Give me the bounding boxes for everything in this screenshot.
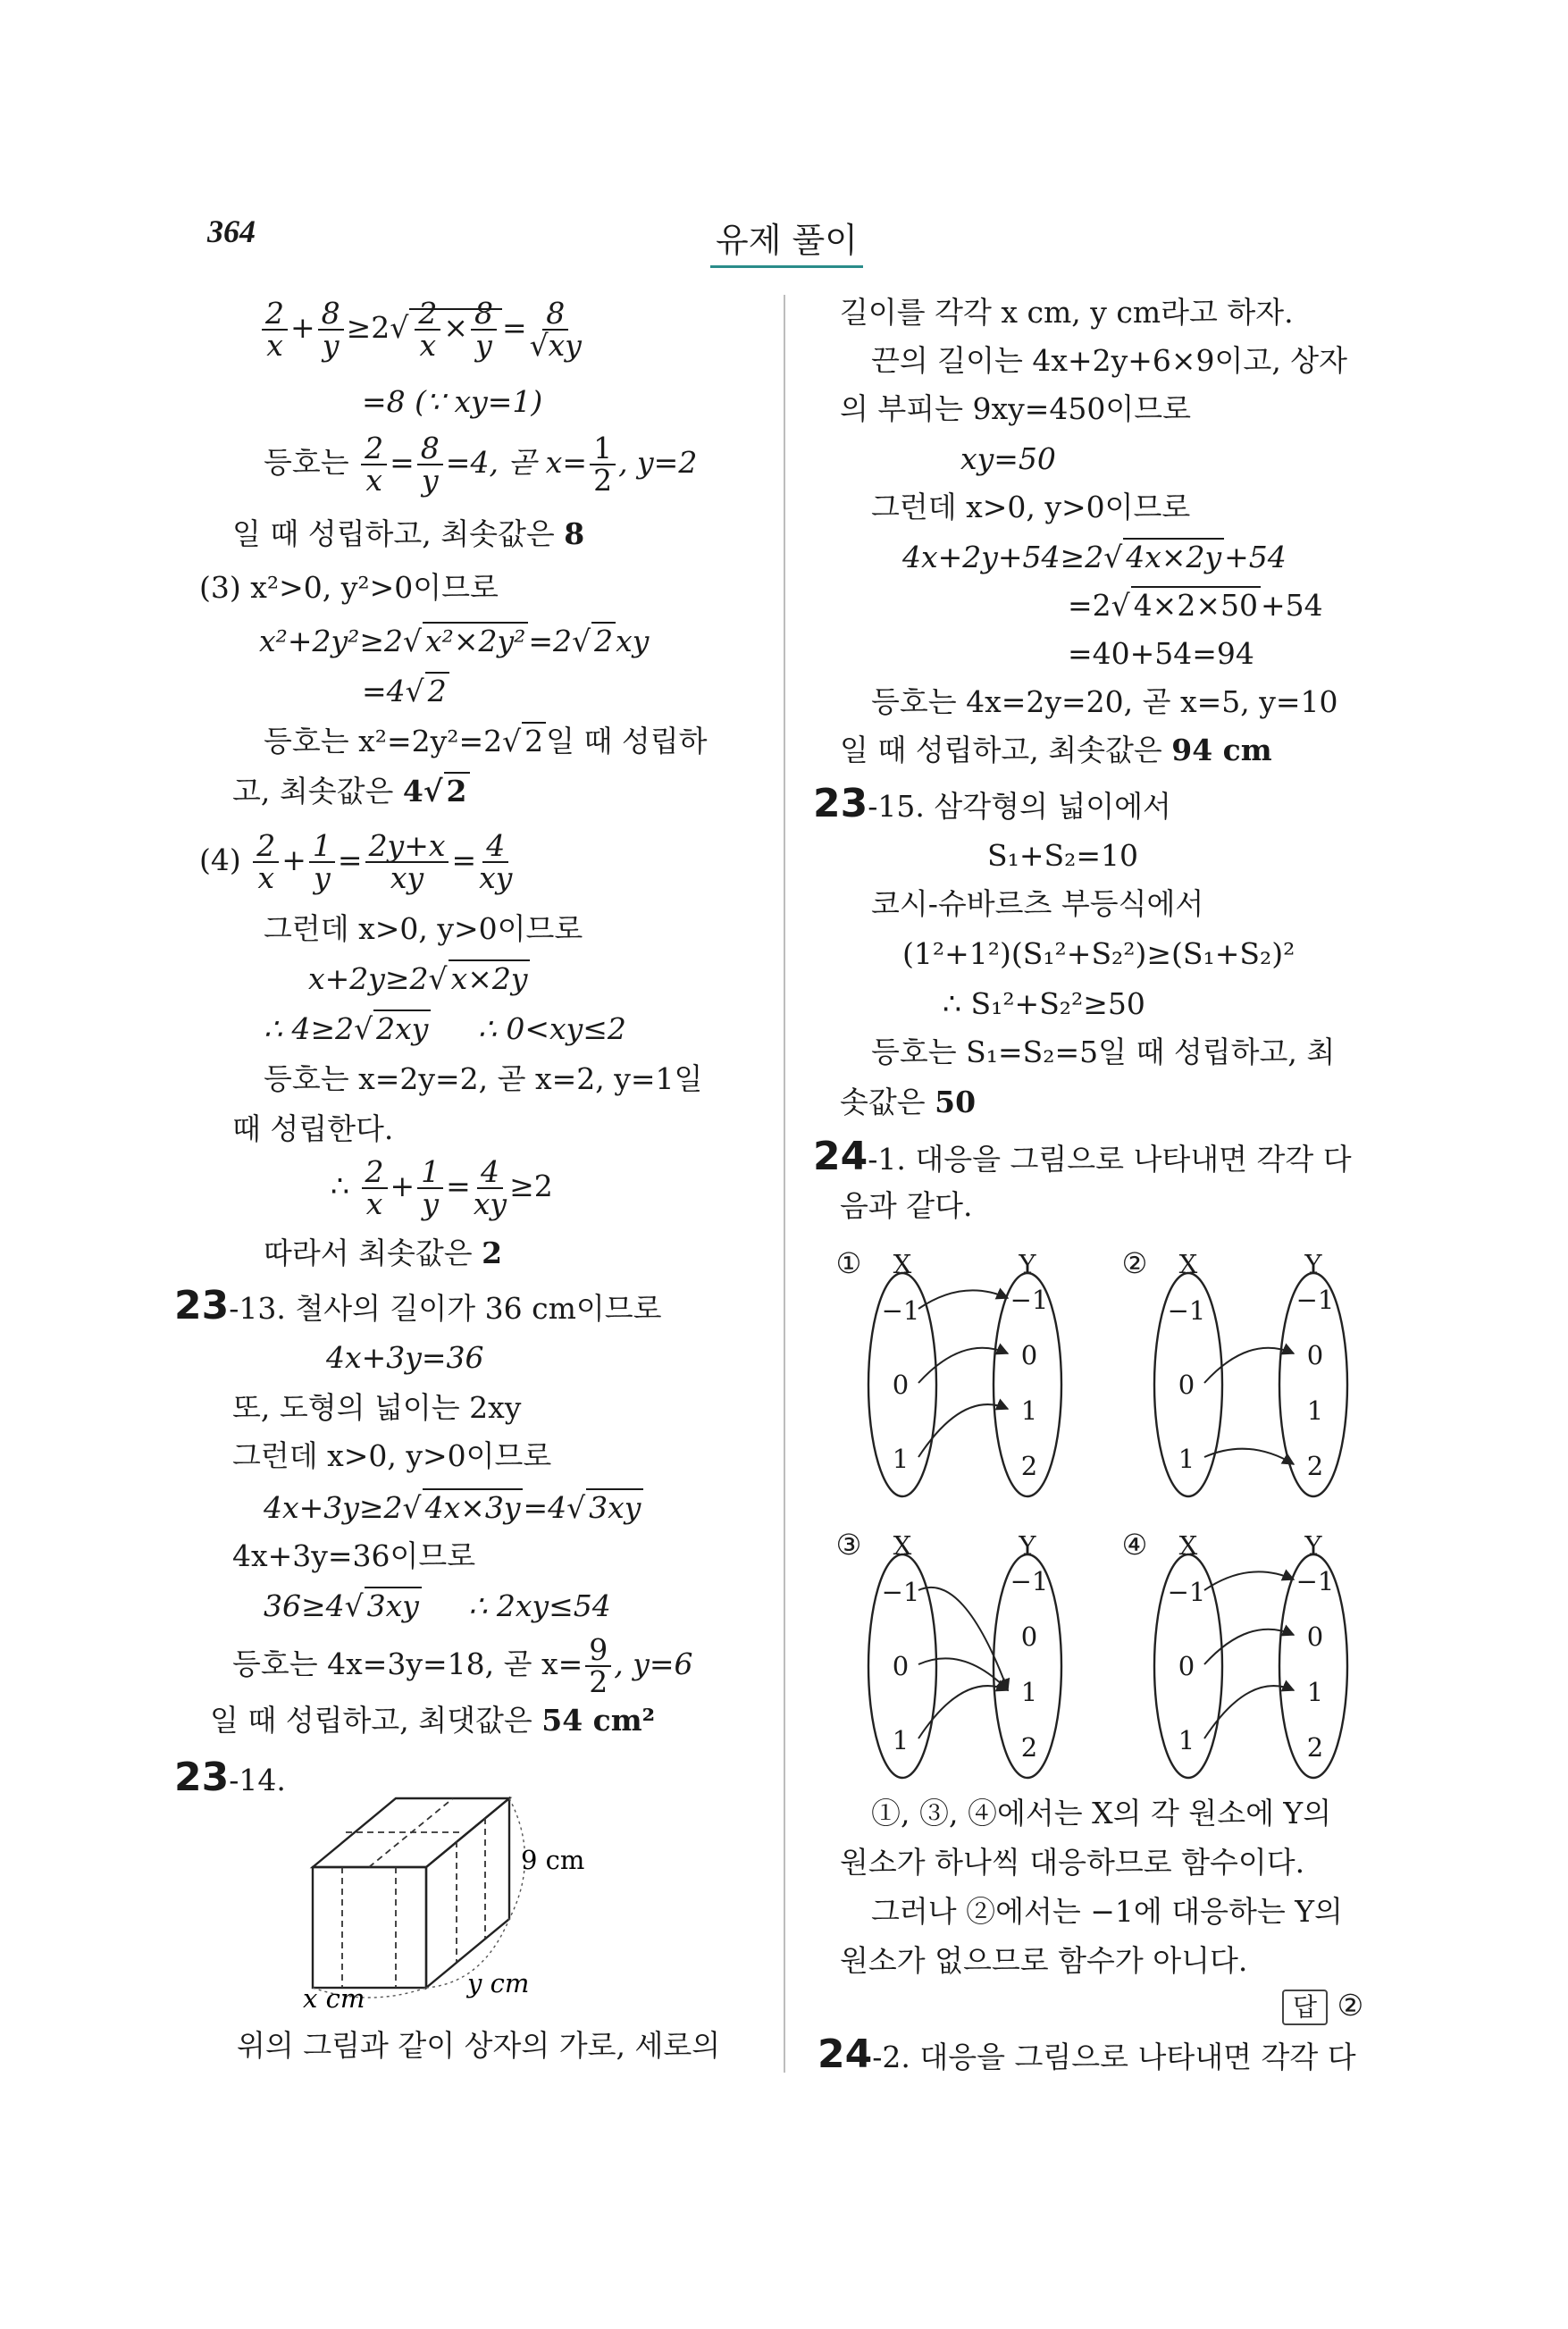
diagram-number: ③ — [835, 1528, 862, 1562]
fraction: $\frac{9}{2}$ — [585, 1635, 611, 1697]
eq-line-21: 4x+3y≥2√ 4x×3y=4√ 3xy — [264, 1490, 643, 1526]
set-y-label: Y — [1019, 1249, 1036, 1279]
eq-line-16: ∴ $\frac{2}{x}$ + $\frac{1}{y}$ = $\frac{4}{xy}$ ≥2 — [331, 1154, 553, 1221]
eq-r4: xy=50 — [960, 441, 1056, 476]
text-line-20: 그런데 x>0, y>0이므로 — [232, 1438, 552, 1473]
text-r21: 원소가 없으므로 함수가 아니다. — [840, 1943, 1248, 1978]
box-label-depth: y cm — [467, 1968, 530, 1998]
eq-line-13: ∴ 4≥2√ 2xy ∴ 0<xy≤2 — [264, 1011, 626, 1046]
set-x-element: 0 — [892, 1651, 910, 1681]
text-r20: 그러나 ②에서는 −1에 대응하는 Y의 — [871, 1894, 1343, 1929]
text-r3: 의 부피는 9xy=450이므로 — [840, 391, 1192, 426]
set-x-label: X — [893, 1249, 912, 1279]
text-line-9: 고, 최솟값은 4√ 2 — [232, 774, 470, 809]
set-y-element: 0 — [1306, 1621, 1324, 1652]
fraction: $\frac{2}{x}$ — [361, 433, 387, 496]
fraction: $\frac{8}{y}$ — [318, 298, 344, 361]
section-23-15: 23-15. 삼각형의 넓이에서 — [813, 781, 1171, 826]
text-r16: 솟값은 50 — [840, 1085, 977, 1119]
answer-label: 답 — [1282, 1990, 1328, 2025]
mapping-diagram-4 — [1117, 1519, 1385, 1787]
eq-line-24: 등호는 4x=3y=18, 곧 x= $\frac{9}{2}$ , y=6 — [232, 1632, 693, 1699]
eq-line-12: x+2y≥2√ x×2y — [308, 961, 530, 997]
mapping-diagram-3 — [831, 1519, 1099, 1787]
set-x-element: −1 — [1167, 1577, 1206, 1607]
set-y-element: 0 — [1020, 1621, 1038, 1652]
fraction: $\frac{4}{xy}$ — [479, 828, 513, 895]
eq-line-7: =4√ 2 — [362, 674, 449, 709]
set-y-element: 2 — [1306, 1451, 1324, 1481]
set-y-element: 0 — [1306, 1340, 1324, 1370]
section-23-13: 23-13. 철사의 길이가 36 cm이므로 — [174, 1283, 662, 1328]
fraction: $\frac{8}{y}$ — [471, 298, 497, 361]
set-x-element: −1 — [881, 1577, 920, 1607]
fraction: $\frac{2}{x}$ — [262, 298, 288, 361]
diagram-number: ④ — [1121, 1528, 1148, 1562]
fraction: $\frac{8}{y}$ — [417, 433, 443, 496]
text-r19: 원소가 하나씩 대응하므로 함수이다. — [840, 1845, 1305, 1880]
fraction: $\frac{4}{xy}$ — [473, 1154, 507, 1221]
set-y-element: −1 — [1295, 1566, 1335, 1596]
eq-r11: S₁+S₂=10 — [987, 838, 1138, 873]
text-line-25: 일 때 성립하고, 최댓값은 54 cm² — [210, 1703, 656, 1738]
mapping-diagram-1 — [831, 1237, 1099, 1505]
fraction: $\frac{1}{y}$ — [417, 1157, 443, 1219]
set-x-element: −1 — [881, 1295, 920, 1326]
text-line-14: 등호는 x=2y=2, 곧 x=2, y=1일 — [264, 1061, 703, 1096]
fraction: $\frac{1}{y}$ — [309, 831, 335, 893]
set-y-element: 0 — [1020, 1340, 1038, 1370]
fraction: $\frac{8}{√xy}$ — [529, 296, 582, 363]
set-x-element: 0 — [892, 1370, 910, 1400]
text-r10: 일 때 성립하고, 최솟값은 94 cm — [840, 733, 1272, 767]
box-label-height: 9 cm — [521, 1845, 585, 1875]
mapping-diagram-2 — [1117, 1237, 1385, 1505]
text-line-5: (3) x²>0, y²>0이므로 — [199, 570, 499, 605]
set-x-element: 0 — [1178, 1370, 1195, 1400]
text-r17: 음과 같다. — [840, 1188, 973, 1223]
text-r18: ①, ③, ④에서는 X의 각 원소에 Y의 — [871, 1796, 1332, 1831]
text-r15: 등호는 S₁=S₂=5일 때 성립하고, 최 — [871, 1035, 1336, 1069]
set-x-element: 1 — [1178, 1725, 1195, 1755]
eq-line-23: 36≥4√ 3xy ∴ 2xy≤54 — [264, 1588, 611, 1623]
text-line-22: 4x+3y=36이므로 — [232, 1538, 476, 1573]
text-line-26: 위의 그림과 같이 상자의 가로, 세로의 — [237, 2028, 721, 2063]
eq-line-10: (4) $\frac{2}{x}$ + $\frac{1}{y}$ = $\frac{2y+x}{xy}$ = $\frac{4}{xy}$ — [199, 828, 513, 895]
text-r9: 등호는 4x=2y=20, 곧 x=5, y=10 — [871, 684, 1338, 719]
eq-line-2: =8 (∵ xy=1) — [362, 384, 543, 419]
text-r2: 끈의 길이는 4x+2y+6×9이고, 상자 — [871, 343, 1348, 378]
set-x-element: 0 — [1178, 1651, 1195, 1681]
text-line-17: 따라서 최솟값은 2 — [264, 1236, 503, 1270]
text-r1: 길이를 각각 x cm, y cm라고 하자. — [840, 295, 1294, 330]
set-x-label: X — [893, 1530, 912, 1561]
eq-r14: ∴ S₁²+S₂²≥50 — [943, 986, 1145, 1021]
fraction: $\frac{2}{x}$ — [362, 1157, 388, 1219]
page-number: 364 — [207, 214, 256, 249]
set-y-element: −1 — [1010, 1566, 1049, 1596]
eq-r8: =40+54=94 — [1068, 636, 1254, 671]
eq-r6: 4x+2y+54≥2√ 4x×2y+54 — [902, 540, 1287, 574]
page-header-title: 유제 풀이 — [710, 213, 863, 268]
mapping-arrow — [918, 1290, 1008, 1309]
set-y-element: 1 — [1020, 1395, 1038, 1426]
text-r12: 코시-슈바르츠 부등식에서 — [871, 886, 1204, 921]
set-y-element: 1 — [1306, 1395, 1324, 1426]
set-x-element: 1 — [892, 1725, 910, 1755]
fraction: $\frac{2y+x}{xy}$ — [365, 831, 449, 893]
mapping-arrow — [1204, 1449, 1294, 1464]
fraction: $\frac{2}{x}$ — [415, 298, 440, 361]
eq-r13: (1²+1²)(S₁²+S₂²)≥(S₁+S₂)² — [902, 936, 1295, 971]
set-x-element: 1 — [1178, 1444, 1195, 1474]
text-line-8: 등호는 x²=2y²=2√ 2일 때 성립하 — [264, 724, 708, 758]
eq-line-6: x²+2y²≥2√ x²×2y²=2√ 2xy — [259, 624, 650, 658]
text-line-15: 때 성립한다. — [232, 1111, 394, 1146]
set-x-label: X — [1178, 1249, 1198, 1279]
set-y-label: Y — [1019, 1530, 1036, 1561]
eq-r7: =2√ 4×2×50+54 — [1068, 588, 1323, 623]
eq-line-18: 4x+3y=36 — [326, 1340, 484, 1375]
eq-line-1: $\frac{2}{x}$ + $\frac{8}{y}$ ≥2√ $\frac{2}{x}$ × $\frac{8}{y}$ = $\frac{8}{√xy}$ — [259, 298, 584, 361]
fraction: $\frac{2}{x}$ — [253, 831, 279, 893]
set-y-label: Y — [1304, 1249, 1322, 1279]
set-x-element: −1 — [1167, 1295, 1206, 1326]
text-r5: 그런데 x>0, y>0이므로 — [871, 490, 1191, 524]
answer-value: ② — [1337, 1988, 1364, 2023]
mapping-arrow — [1204, 1571, 1294, 1590]
set-x-label: X — [1178, 1530, 1198, 1561]
set-y-element: −1 — [1010, 1285, 1049, 1315]
diagram-number: ① — [835, 1246, 862, 1280]
section-23-14: 23-14. — [174, 1755, 286, 1800]
set-y-element: 2 — [1020, 1451, 1038, 1481]
text-line-11: 그런데 x>0, y>0이므로 — [264, 911, 583, 946]
section-24-2: 24-2. 대응을 그림으로 나타내면 각각 다 — [818, 2032, 1356, 2077]
mapping-diagrams — [831, 1237, 1403, 1791]
set-x-element: 1 — [892, 1444, 910, 1474]
diagram-number: ② — [1121, 1246, 1148, 1280]
set-y-element: 1 — [1306, 1677, 1324, 1707]
set-y-element: −1 — [1295, 1285, 1335, 1315]
box-figure — [290, 1773, 585, 2014]
eq-line-3: 등호는 $\frac{2}{x}$ = $\frac{8}{y}$ =4, 곧 x= $\frac{1}{2}$ , y=2 — [264, 431, 698, 498]
box-label-width: x cm — [303, 1983, 365, 2014]
text-line-19: 또, 도형의 넓이는 2xy — [232, 1390, 522, 1425]
set-y-element: 2 — [1020, 1732, 1038, 1763]
set-y-element: 2 — [1306, 1732, 1324, 1763]
section-24-1: 24-1. 대응을 그림으로 나타내면 각각 다 — [813, 1134, 1352, 1179]
answer — [1282, 1988, 1363, 2025]
set-y-element: 1 — [1020, 1677, 1038, 1707]
column-divider — [784, 295, 785, 2073]
fraction: $\frac{1}{2}$ — [590, 433, 616, 496]
text-line-4: 일 때 성립하고, 최솟값은 8 — [232, 516, 585, 551]
set-y-label: Y — [1304, 1530, 1322, 1561]
